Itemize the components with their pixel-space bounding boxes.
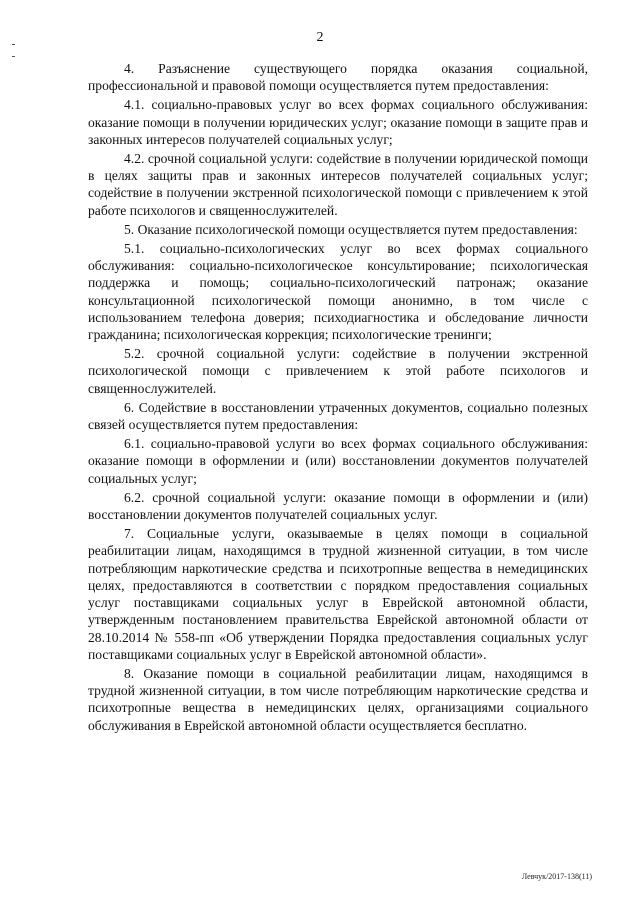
paragraph-4-1: 4.1. социально-правовых услуг во всех формах социального обслуживания: оказание помощи в получении юридических услуг; оказание помощи в защите прав и законных интересов получателей социальных услуг;	[88, 97, 588, 147]
paragraph-6: 6. Содействие в восстановлении утраченных документов, социально полезных связей осуществляется путем предоставления:	[88, 399, 588, 433]
paragraph-8: 8. Оказание помощи в социальной реабилитации лицам, находящимся в трудной жизненной ситуации, в том числе потребляющим наркотические средства и психотропные вещества в немедицинских целях, организациями социального обслуживания в Еврейской автономной области осуществляется бесплатно.	[88, 665, 588, 733]
paragraph-4-2: 4.2. срочной социальной услуги: содействие в получении юридической помощи в целях защиты прав и законных интересов получателей социальных услуг; содействие в получении экстренной психологической помощи с привлечением к этой работе психологов и священнослужителей.	[88, 151, 588, 218]
document-code: Левчук/2017-138(11)	[521, 872, 592, 881]
paragraph-5-2: 5.2. срочной социальной услуги: содействие в получении экстренной психологической помощи с привлечением к этой работе психологов и священнослужителей.	[88, 346, 588, 396]
margin-mark	[12, 44, 15, 45]
paragraph-5: 5. Оказание психологической помощи осуществляется путем предоставления:	[124, 221, 578, 237]
paragraph-7: 7. Социальные услуги, оказываемые в целях помощи в социальной реабилитации лицам, находящимся в трудной жизненной ситуации, в том числе потребляющим наркотические средства и психотропные вещества в немедицинских целях, предоставляются в соответствии с порядком предоставления социальных услуг поставщиками социальных услуг в Еврейской автономной области, утвержденным постановлением правительства Еврейской автономной области от 28.10.2014 № 558-пп «Об утверждении Порядка предоставления социальных услуг поставщиками социальных услуг в Еврейской автономной области».	[88, 526, 588, 662]
paragraph-6-2: 6.2. срочной социальной услуги: оказание помощи в оформлении и (или) восстановлении документов получателей социальных услуг.	[88, 489, 588, 523]
paragraph-5-1: 5.1. социально-психологических услуг во всех формах социального обслуживания: социально-психологическое консультирование; психологическая поддержка и помощь; социально-психологический патронаж; оказание консультационной психологической помощи анонимно, в том числе с использованием телефона доверия; психодиагностика и обследование личности гражданина; психологическая коррекция; психологические тренинги;	[88, 241, 588, 343]
paragraph-6-1: 6.1. социально-правовой услуги во всех формах социального обслуживания: оказание помощи в оформлении и (или) восстановлении документов получателей социальных услуг;	[88, 436, 588, 486]
document-body	[88, 60, 588, 734]
page-number: 2	[316, 30, 324, 45]
paragraph-4: 4. Разъяснение существующего порядка оказания социальной, профессиональной и правовой помощи осуществляется путем предоставления:	[88, 61, 588, 94]
margin-mark	[12, 56, 15, 57]
